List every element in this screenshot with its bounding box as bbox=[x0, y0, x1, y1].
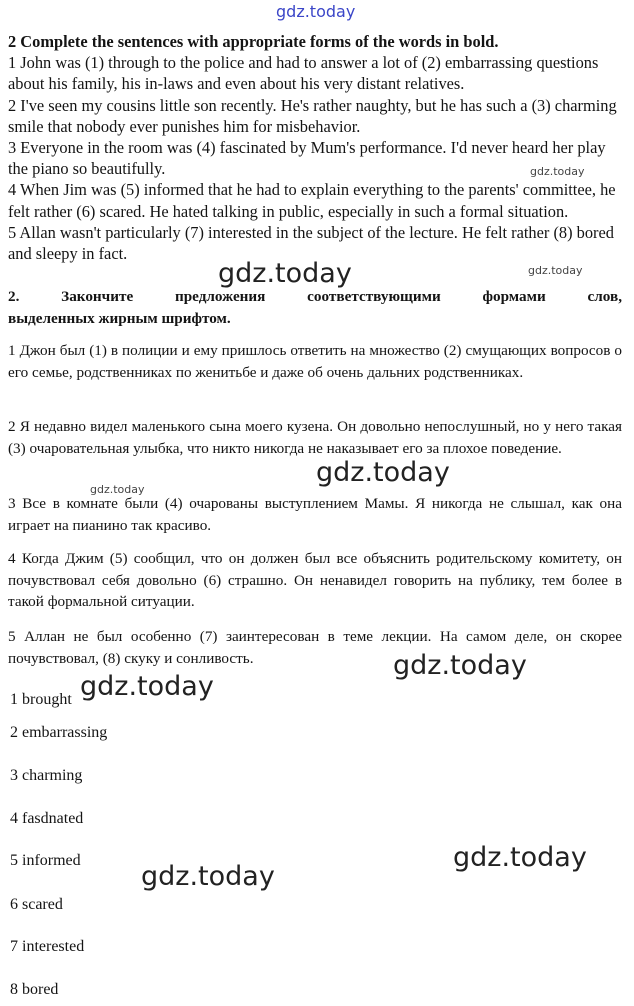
watermark-big-4: gdz.today bbox=[80, 671, 214, 702]
answer-8: 8 bored bbox=[10, 981, 59, 998]
english-sentence-2: 2 I've seen my cousins little son recently. He's rather naughty, but he has such a (3) charming smile that nobody ever punishes him for misbehavior. bbox=[8, 95, 617, 136]
russian-sentence-1: 1 Джон был (1) в полиции и ему пришлось ответить на множество (2) смущающих вопросов о его семье, родственниках по женитьбе и даже об очень дальних родственниках. bbox=[8, 342, 622, 381]
answer-2: 2 embarrassing bbox=[10, 724, 108, 741]
russian-heading-line-1: 2. Закончите предложения соответствующими формами слов, bbox=[8, 288, 622, 305]
watermark-small-2: gdz.today bbox=[528, 264, 583, 277]
answer-1: 1 brought bbox=[10, 691, 72, 708]
russian-sentence-3-block bbox=[8, 493, 622, 536]
russian-sentence-4: 4 Когда Джим (5) сообщил, что он должен был все объяснить родительскому комитету, он почувствовал себя довольно (6) страшно. Он ненавидел говорить на публику, тем более в такой формальной ситуации. bbox=[8, 550, 622, 611]
watermark-big-2: gdz.today bbox=[316, 457, 450, 488]
russian-sentence-1-block bbox=[8, 340, 622, 383]
answer-6: 6 scared bbox=[10, 896, 63, 913]
watermark-big-3: gdz.today bbox=[393, 650, 527, 681]
watermark-small-3: gdz.today bbox=[90, 483, 145, 496]
english-exercise bbox=[8, 31, 622, 264]
english-sentence-1: 1 John was (1) through to the police and had to answer a lot of (2) embarrassing questions about his family, his in-laws and even about his very distant relatives. bbox=[8, 53, 599, 94]
watermark-big-6: gdz.today bbox=[141, 861, 275, 892]
russian-sentence-2: 2 Я недавно видел маленького сына моего кузена. Он довольно непослушный, но у него такая (3) очаровательная улыбка, что никто никогда не наказывает его за плохое поведение. bbox=[8, 418, 622, 457]
answer-7: 7 interested bbox=[10, 938, 85, 955]
answer-5: 5 informed bbox=[10, 852, 81, 869]
answer-4: 4 fasdnated bbox=[10, 810, 84, 827]
watermark-small-1: gdz.today bbox=[530, 165, 585, 178]
russian-sentence-5-block bbox=[8, 626, 622, 669]
russian-sentence-2-block bbox=[8, 416, 622, 459]
russian-sentence-5: 5 Аллан не был особенно (7) заинтересован в теме лекции. На самом деле, он скорее почувствовал, (8) скуку и сонливость. bbox=[8, 628, 622, 667]
english-sentence-5: 5 Allan wasn't particularly (7) interested in the subject of the lecture. He felt rather (8) bored and sleepy in fact. bbox=[8, 222, 614, 264]
english-heading: 2 Complete the sentences with appropriate forms of the words in bold. bbox=[8, 32, 499, 51]
english-sentence-3: 3 Everyone in the room was (4) fascinated by Mum's performance. I'd never heard her play the piano so beautifully. bbox=[8, 138, 606, 179]
english-sentence-4: 4 When Jim was (5) informed that he had to explain everything to the parents' committee, he felt rather (6) scared. He hated talking in public, especially in such a formal situation. bbox=[8, 180, 616, 221]
russian-sentence-4-block bbox=[8, 548, 622, 613]
answer-3: 3 charming bbox=[10, 767, 83, 784]
watermark-big-5: gdz.today bbox=[453, 842, 587, 873]
watermark-big-1: gdz.today bbox=[218, 258, 352, 289]
russian-sentence-3: 3 Все в комнате были (4) очарованы выступлением Мамы. Я никогда не слышал, как она играет на пианино так красиво. bbox=[8, 495, 622, 534]
russian-heading-line-2: выделенных жирным шрифтом. bbox=[8, 309, 231, 327]
russian-exercise-heading bbox=[8, 286, 622, 329]
watermark-top: gdz.today bbox=[276, 2, 356, 21]
